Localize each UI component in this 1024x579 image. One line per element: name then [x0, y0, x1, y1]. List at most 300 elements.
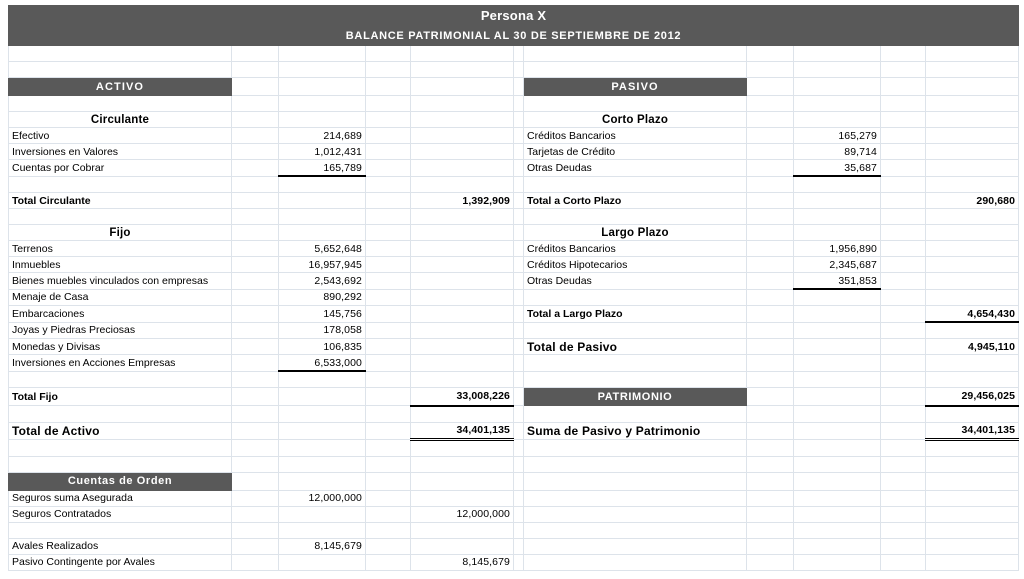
cell-blank: [747, 128, 794, 144]
cell-blank: [411, 78, 514, 96]
line-item-row: [9, 339, 1019, 355]
cell-blank: [514, 456, 524, 472]
cell-blank: [524, 472, 747, 490]
cell-blank: [279, 96, 366, 112]
cell-blank: [366, 472, 411, 490]
cell-blank: [747, 257, 794, 273]
cell-blank: [794, 406, 881, 423]
cell-blank: [881, 160, 926, 177]
cell-blank: [514, 538, 524, 554]
group-title-fijo: Fijo: [9, 225, 232, 241]
cell-blank: [514, 406, 524, 423]
item-label: Otras Deudas: [524, 160, 747, 177]
cell-blank: [411, 241, 514, 257]
cell-blank: [366, 209, 411, 225]
cell-blank: [279, 422, 366, 439]
line-item-row: [9, 257, 1019, 273]
cell-blank: [9, 371, 232, 388]
item-value: 165,279: [794, 128, 881, 144]
cell-blank: [366, 406, 411, 423]
subtotal-value-fijo: 33,008,226: [411, 388, 514, 406]
cell-blank: [524, 355, 747, 372]
item-value: 2,543,692: [279, 273, 366, 290]
cell-blank: [926, 554, 1019, 570]
cell-blank: [747, 273, 794, 290]
cell-blank: [232, 209, 279, 225]
cell-blank: [794, 225, 881, 241]
cell-blank: [366, 241, 411, 257]
cell-blank: [881, 112, 926, 128]
cell-blank: [926, 406, 1019, 423]
cell-blank: [232, 176, 279, 193]
cell-blank: [794, 209, 881, 225]
cell-blank: [747, 406, 794, 423]
cell-blank: [366, 257, 411, 273]
cell-blank: [524, 538, 747, 554]
page-subtitle: BALANCE PATRIMONIAL AL 30 DE SEPTIEMBRE DE 2012: [9, 27, 1019, 46]
cell-blank: [881, 422, 926, 439]
cell-blank: [279, 46, 366, 62]
item-value: 165,789: [279, 160, 366, 177]
item-label: Otras Deudas: [524, 273, 747, 290]
cell-blank: [747, 306, 794, 323]
title-row: [9, 6, 1019, 27]
cell-blank: [232, 322, 279, 339]
cell-blank: [524, 96, 747, 112]
cell-blank: [366, 439, 411, 456]
line-item-row: [9, 322, 1019, 339]
cell-blank: [232, 241, 279, 257]
line-item-row: [9, 160, 1019, 177]
cell-blank: [514, 128, 524, 144]
cell-blank: [794, 46, 881, 62]
cell-blank: [232, 506, 279, 522]
cell-blank: [794, 371, 881, 388]
cell-blank: [794, 62, 881, 78]
item-value-secondary: [411, 490, 514, 506]
group-title-corto-plazo: Corto Plazo: [524, 112, 747, 128]
cell-blank: [366, 78, 411, 96]
line-item-row: [9, 289, 1019, 306]
cell-blank: [279, 439, 366, 456]
cell-blank: [411, 456, 514, 472]
cell-blank: [524, 522, 747, 538]
subtotal-label-corto-plazo: Total a Corto Plazo: [524, 193, 747, 209]
subtotal-value-corto-plazo: 290,680: [926, 193, 1019, 209]
cell-blank: [794, 78, 881, 96]
cell-blank: [514, 273, 524, 290]
page-title: Persona X: [9, 6, 1019, 27]
cell-blank: [411, 439, 514, 456]
cell-blank: [279, 78, 366, 96]
cell-blank: [232, 128, 279, 144]
cell-blank: [9, 209, 232, 225]
cell-blank: [366, 422, 411, 439]
cell-blank: [366, 339, 411, 355]
cell-blank: [747, 355, 794, 372]
cell-blank: [279, 522, 366, 538]
cell-blank: [232, 472, 279, 490]
cell-blank: [232, 96, 279, 112]
cell-blank: [926, 257, 1019, 273]
cell-blank: [366, 355, 411, 372]
cell-blank: [514, 472, 524, 490]
cell-blank: [747, 339, 794, 355]
cell-blank: [9, 406, 232, 423]
cell-blank: [747, 506, 794, 522]
cell-blank: [232, 306, 279, 323]
cell-blank: [232, 355, 279, 372]
cell-blank: [366, 176, 411, 193]
cell-blank: [926, 241, 1019, 257]
item-value: [279, 506, 366, 522]
section-header-activo: ACTIVO: [9, 78, 232, 96]
cell-blank: [794, 322, 881, 339]
cell-blank: [794, 355, 881, 372]
cell-blank: [926, 472, 1019, 490]
cell-blank: [232, 144, 279, 160]
cell-blank: [747, 46, 794, 62]
cell-blank: [514, 160, 524, 177]
cell-blank: [232, 522, 279, 538]
total-value-pasivo: 4,945,110: [926, 339, 1019, 355]
cell-blank: [794, 306, 881, 323]
item-label: Créditos Bancarios: [524, 128, 747, 144]
cell-blank: [747, 78, 794, 96]
cell-blank: [794, 522, 881, 538]
suma-pasivo-patrimonio-value: 34,401,135: [926, 422, 1019, 439]
item-label: Joyas y Piedras Preciosas: [9, 322, 232, 339]
cell-blank: [881, 355, 926, 372]
cell-blank: [514, 554, 524, 570]
cell-blank: [926, 160, 1019, 177]
cell-blank: [279, 176, 366, 193]
cell-blank: [881, 273, 926, 290]
cell-blank: [881, 522, 926, 538]
cell-blank: [232, 371, 279, 388]
cell-blank: [411, 176, 514, 193]
cell-blank: [514, 339, 524, 355]
item-label: Monedas y Divisas: [9, 339, 232, 355]
cell-blank: [279, 472, 366, 490]
cell-blank: [747, 456, 794, 472]
item-label: Inmuebles: [9, 257, 232, 273]
line-item-row: [9, 538, 1019, 554]
cell-blank: [366, 554, 411, 570]
cell-blank: [881, 46, 926, 62]
section-header-pasivo: PASIVO: [524, 78, 747, 96]
cell-blank: [232, 257, 279, 273]
spacer-row: [9, 46, 1019, 62]
cell-blank: [881, 289, 926, 306]
cell-blank: [366, 273, 411, 290]
cell-blank: [926, 522, 1019, 538]
spacer-row: [9, 209, 1019, 225]
item-value: 89,714: [794, 144, 881, 160]
item-label: Tarjetas de Crédito: [524, 144, 747, 160]
cell-blank: [514, 46, 524, 62]
total-label-activo: Total de Activo: [9, 422, 232, 439]
cell-blank: [794, 439, 881, 456]
cell-blank: [411, 273, 514, 290]
cell-blank: [747, 388, 794, 406]
cell-blank: [232, 273, 279, 290]
cell-blank: [232, 388, 279, 406]
item-label: Avales Realizados: [9, 538, 232, 554]
subtitle-row: [9, 27, 1019, 46]
cell-blank: [514, 422, 524, 439]
cell-blank: [366, 144, 411, 160]
cell-blank: [926, 78, 1019, 96]
group-title-largo-plazo: Largo Plazo: [524, 225, 747, 241]
cell-blank: [411, 522, 514, 538]
item-value: 8,145,679: [279, 538, 366, 554]
item-value: 178,058: [279, 322, 366, 339]
cell-blank: [514, 241, 524, 257]
cell-blank: [747, 62, 794, 78]
cell-blank: [366, 322, 411, 339]
cell-blank: [926, 225, 1019, 241]
line-item-row: [9, 128, 1019, 144]
cell-blank: [232, 225, 279, 241]
subtotal-row: [9, 388, 1019, 406]
cell-blank: [232, 406, 279, 423]
item-label: Seguros suma Asegurada: [9, 490, 232, 506]
cell-blank: [926, 506, 1019, 522]
spacer-row: [9, 522, 1019, 538]
cell-blank: [881, 406, 926, 423]
cell-blank: [747, 225, 794, 241]
spacer-row: [9, 62, 1019, 78]
section-header-patrimonio: PATRIMONIO: [524, 388, 747, 406]
cell-blank: [747, 439, 794, 456]
cell-blank: [411, 46, 514, 62]
cell-blank: [926, 439, 1019, 456]
cell-blank: [366, 490, 411, 506]
cell-blank: [881, 96, 926, 112]
item-value: 145,756: [279, 306, 366, 323]
cell-blank: [514, 96, 524, 112]
item-label: Embarcaciones: [9, 306, 232, 323]
item-value: 35,687: [794, 160, 881, 177]
item-value: 2,345,687: [794, 257, 881, 273]
cell-blank: [514, 388, 524, 406]
line-item-row: [9, 273, 1019, 290]
line-item-row: [9, 144, 1019, 160]
cell-blank: [524, 371, 747, 388]
cell-blank: [366, 289, 411, 306]
cell-blank: [366, 160, 411, 177]
cell-blank: [747, 144, 794, 160]
cell-blank: [411, 209, 514, 225]
spacer-row: [9, 439, 1019, 456]
subtotal-label-largo-plazo: Total a Largo Plazo: [524, 306, 747, 323]
cell-blank: [524, 439, 747, 456]
cell-blank: [232, 160, 279, 177]
cell-blank: [411, 306, 514, 323]
section-header-row: [9, 472, 1019, 490]
cell-blank: [747, 371, 794, 388]
cell-blank: [881, 62, 926, 78]
cell-blank: [926, 322, 1019, 339]
cell-blank: [514, 225, 524, 241]
line-item-row: [9, 490, 1019, 506]
cell-blank: [524, 62, 747, 78]
cell-blank: [926, 96, 1019, 112]
cell-blank: [366, 128, 411, 144]
cell-blank: [881, 490, 926, 506]
subtotal-value-circulante: 1,392,909: [411, 193, 514, 209]
cell-blank: [794, 289, 881, 306]
cell-blank: [9, 439, 232, 456]
cell-blank: [514, 144, 524, 160]
cell-blank: [747, 522, 794, 538]
item-value: 1,956,890: [794, 241, 881, 257]
cell-blank: [524, 322, 747, 339]
cell-blank: [747, 472, 794, 490]
spacer-row: [9, 96, 1019, 112]
cell-blank: [926, 144, 1019, 160]
cell-blank: [514, 78, 524, 96]
cell-blank: [524, 506, 747, 522]
cell-blank: [366, 538, 411, 554]
group-title-circulante: Circulante: [9, 112, 232, 128]
cell-blank: [232, 193, 279, 209]
cell-blank: [747, 193, 794, 209]
line-item-row: [9, 306, 1019, 323]
subtotal-row: [9, 193, 1019, 209]
cell-blank: [232, 78, 279, 96]
item-value: 890,292: [279, 289, 366, 306]
cell-blank: [881, 554, 926, 570]
item-value: 351,853: [794, 273, 881, 290]
cell-blank: [366, 522, 411, 538]
cell-blank: [747, 554, 794, 570]
cell-blank: [9, 96, 232, 112]
cell-blank: [881, 439, 926, 456]
cell-blank: [881, 371, 926, 388]
spacer-row: [9, 456, 1019, 472]
cell-blank: [926, 62, 1019, 78]
cell-blank: [794, 339, 881, 355]
cell-blank: [881, 538, 926, 554]
cell-blank: [881, 322, 926, 339]
line-item-row: [9, 506, 1019, 522]
cell-blank: [747, 422, 794, 439]
spacer-row: [9, 371, 1019, 388]
item-value: 5,652,648: [279, 241, 366, 257]
cell-blank: [366, 388, 411, 406]
cell-blank: [514, 371, 524, 388]
cell-blank: [279, 193, 366, 209]
cell-blank: [881, 78, 926, 96]
total-label-pasivo: Total de Pasivo: [524, 339, 747, 355]
cell-blank: [279, 388, 366, 406]
cell-blank: [524, 406, 747, 423]
cell-blank: [881, 193, 926, 209]
cell-blank: [411, 472, 514, 490]
cell-blank: [524, 46, 747, 62]
cell-blank: [524, 176, 747, 193]
cell-blank: [366, 306, 411, 323]
cell-blank: [366, 456, 411, 472]
subtotal-label-fijo: Total Fijo: [9, 388, 232, 406]
item-value: 16,957,945: [279, 257, 366, 273]
cell-blank: [232, 456, 279, 472]
spacer-row: [9, 176, 1019, 193]
cell-blank: [279, 62, 366, 78]
cell-blank: [794, 506, 881, 522]
cell-blank: [926, 273, 1019, 290]
cell-blank: [881, 339, 926, 355]
cell-blank: [279, 456, 366, 472]
cell-blank: [794, 193, 881, 209]
cell-blank: [881, 506, 926, 522]
cell-blank: [279, 209, 366, 225]
cell-blank: [926, 490, 1019, 506]
cell-blank: [366, 112, 411, 128]
subtotal-label-circulante: Total Circulante: [9, 193, 232, 209]
cell-blank: [9, 46, 232, 62]
cell-blank: [232, 422, 279, 439]
cell-blank: [279, 112, 366, 128]
cell-blank: [9, 176, 232, 193]
cell-blank: [747, 490, 794, 506]
cell-blank: [514, 62, 524, 78]
item-value: 214,689: [279, 128, 366, 144]
cell-blank: [514, 193, 524, 209]
cell-blank: [926, 209, 1019, 225]
cell-blank: [881, 306, 926, 323]
cell-blank: [411, 144, 514, 160]
cell-blank: [514, 322, 524, 339]
cell-blank: [881, 144, 926, 160]
cell-blank: [411, 62, 514, 78]
cell-blank: [232, 62, 279, 78]
cell-blank: [926, 289, 1019, 306]
item-label: Seguros Contratados: [9, 506, 232, 522]
cell-blank: [514, 257, 524, 273]
cell-blank: [232, 490, 279, 506]
suma-pasivo-patrimonio-label: Suma de Pasivo y Patrimonio: [524, 422, 747, 439]
item-label: Menaje de Casa: [9, 289, 232, 306]
cell-blank: [9, 62, 232, 78]
item-label: Créditos Hipotecarios: [524, 257, 747, 273]
cell-blank: [411, 371, 514, 388]
cell-blank: [411, 339, 514, 355]
cell-blank: [366, 225, 411, 241]
cell-blank: [366, 193, 411, 209]
cell-blank: [411, 289, 514, 306]
cell-blank: [881, 128, 926, 144]
cell-blank: [366, 46, 411, 62]
item-label: Inversiones en Acciones Empresas: [9, 355, 232, 372]
item-label: Terrenos: [9, 241, 232, 257]
cell-blank: [514, 355, 524, 372]
cell-blank: [514, 522, 524, 538]
cell-blank: [514, 506, 524, 522]
cell-blank: [794, 112, 881, 128]
cell-blank: [926, 456, 1019, 472]
cell-blank: [524, 209, 747, 225]
item-value: 12,000,000: [279, 490, 366, 506]
cell-blank: [524, 554, 747, 570]
cell-blank: [926, 371, 1019, 388]
total-value-activo: 34,401,135: [411, 422, 514, 439]
line-item-row: [9, 241, 1019, 257]
cell-blank: [794, 490, 881, 506]
item-value-secondary: 12,000,000: [411, 506, 514, 522]
